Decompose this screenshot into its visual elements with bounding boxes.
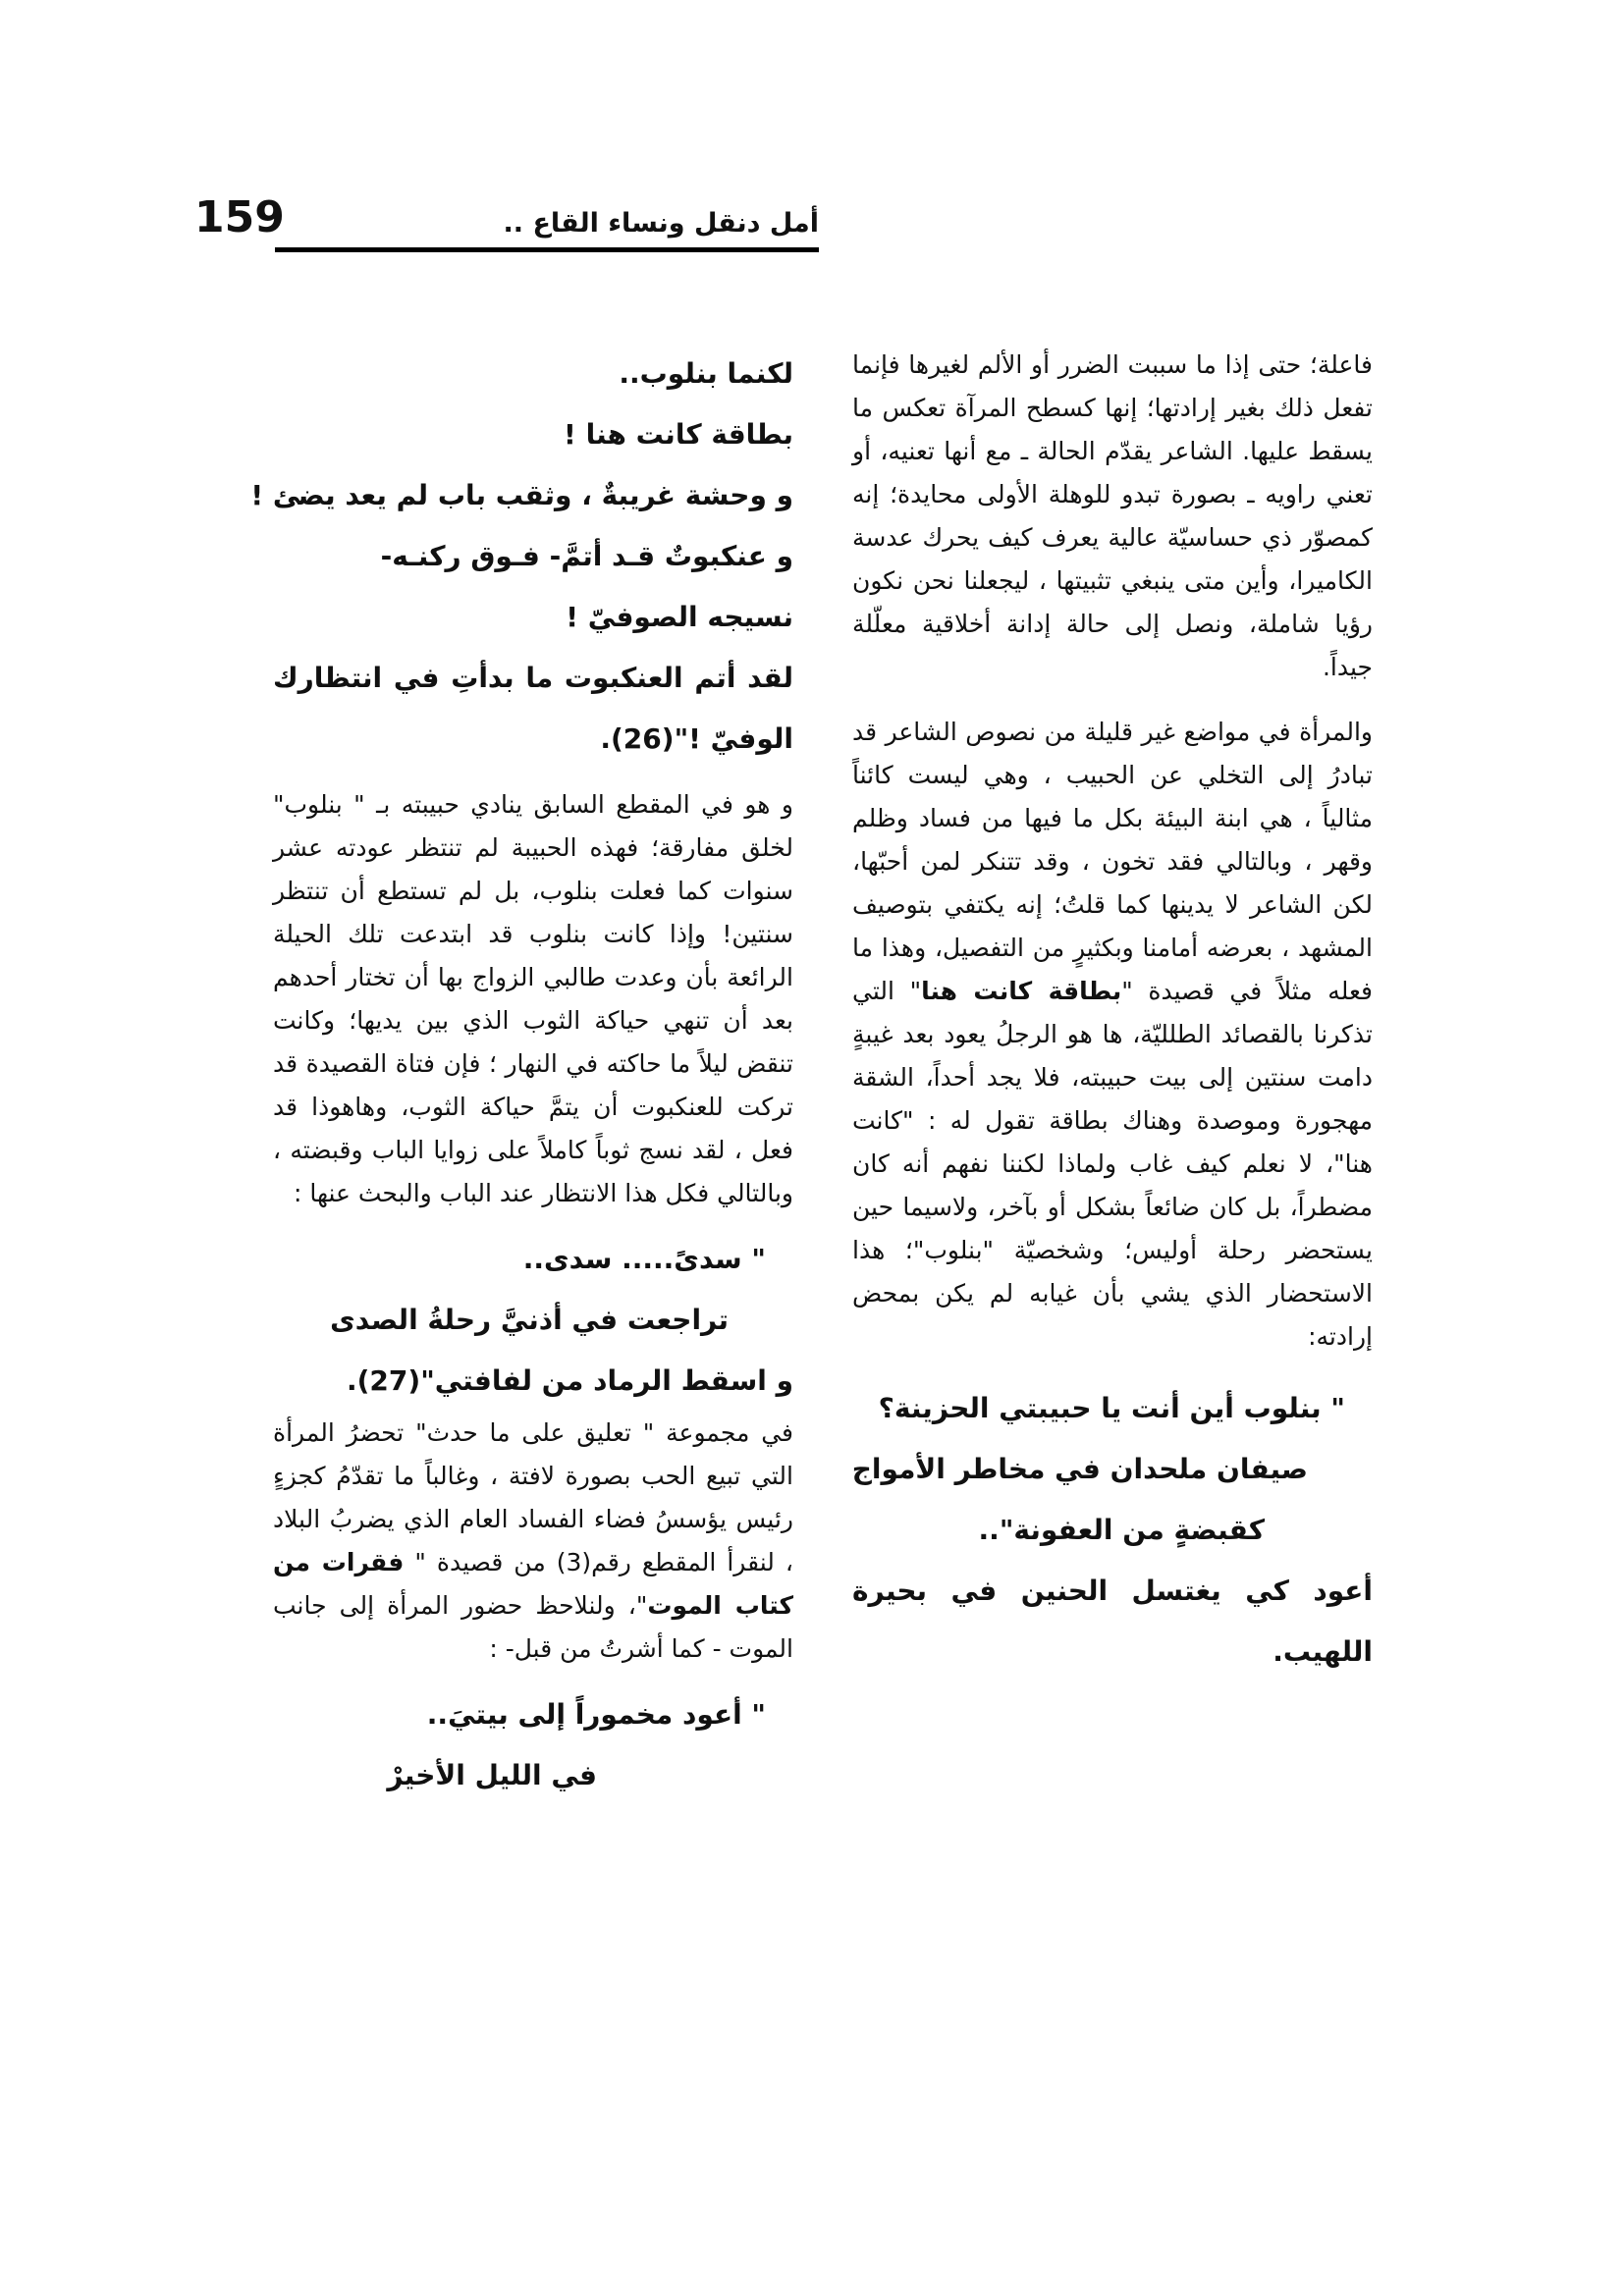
left-verse-line: نسيجه الصوفيّ ! (566, 601, 793, 633)
left-paragraph-2-text-a: في مجموعة " تعليق على ما حدث" تحضرُ المرأة التي تبيع الحب بصورة لافتة ، وغالباً ما تقدّمُ كجزءٍ رئيس يؤسسُ فضاء الفساد العام الذي يضربُ البلاد ، لنقرأ المقطع رقم(3) من قصيدة " (273, 1418, 793, 1576)
right-verse-line: صيفان ملحدان في مخاطر الأمواج (851, 1453, 1308, 1485)
right-verse-line: أعود كي يغتسل الحنين في بحيرة اللهيب. (852, 1575, 1373, 1668)
spacer (273, 770, 793, 783)
running-header-title: أمل دنقل ونساء القاع .. (503, 208, 819, 239)
left-paragraph-1: و هو في المقطع السابق ينادي حبيبته بـ " بنلوب" لخلق مفارقة؛ فهذه الحبيبة لم تنتظر عودته عشر سنوات كما فعلت بنلوب، بل لم تستطع أن تنتظر سنتين! وإذا كانت بنلوب قد ابتدعت تلك الحيلة الرائعة بأن وعدت طالبي الزواج بها أن تختار أحدهم بعد أن تنهي حياكة الثوب الذي بين يديها؛ وكانت تنقض ليلاً ما حاكته في النهار ؛ فإن فتاة القصيدة قد تركت للعنكبوت أن يتمَّ حياكة الثوب، وهاهوذا قد فعل ، لقد نسج ثوباً كاملاً على زوايا الباب وقبضته ، وبالتالي فكل هذا الانتظار عند الباب والبحث عنها : (273, 790, 793, 1207)
left-paragraph-2 (273, 1412, 793, 1671)
right-paragraph-2-text-a: والمرأة في مواضع غير قليلة من نصوص الشاعر قد تبادرُ إلى التخلي عن الحبيب ، وهي ليست كائناً مثالياً ، هي ابنة البيئة بكل ما فيها من فساد وظلم وقهر ، وبالتالي فقد تخون ، وقد تتنكر لمن أحبّها، لكن الشاعر لا يدينها كما قلتُ؛ إنه يكتفي بتوصيف المشهد ، بعرضه أمامنا وبكثيرٍ من التفصيل، وهذا ما فعله مثلاً في قصيدة " (852, 718, 1373, 1005)
left-paragraph-2-text-b: "، ولنلاحظ حضور المرأة إلى جانب الموت - كما أشرتُ من قبل- : (273, 1591, 793, 1663)
poem-title-fiqarat: فقرات من كتاب الموت (273, 1548, 793, 1620)
right-paragraph-1: فاعلة؛ حتى إذا ما سببت الضرر أو الألم لغيرها فإنما تفعل ذلك بغير إرادتها؛ إنها كسطح المرآة تعكس ما يسقط عليها. الشاعر يقدّم الحالة ـ مع أنها تعنيه، أو تعني راويه ـ بصورة تبدو للوهلة الأولى محايدة؛ إنه كمصوّر ذي حساسيّة عالية يعرف كيف يحرك عدسة الكاميرا، وأين متى ينبغي تثبيتها ، ليجعلنا نحن نكون رؤيا شاملة، ونصل إلى حالة إدانة أخلاقية معلّلة جيداً. (852, 350, 1373, 681)
left-verse-line: و وحشة غريبةٌ ، وثقب باب لم يعد يضئ ! (250, 479, 793, 511)
poem-title-bitaqa: بطاقة كانت هنا (921, 977, 1122, 1005)
page-number: 159 (194, 192, 285, 242)
spacer (852, 1359, 1373, 1378)
right-paragraph-2 (852, 711, 1373, 1359)
left-verse-line: و اسقط الرماد من لفافتي"(27). (346, 1364, 793, 1397)
left-verse-line: في الليل الأخيرْ (387, 1759, 597, 1791)
right-verse-line: كقبضةٍ من العفونة".. (978, 1514, 1265, 1546)
left-verse-line: تراجعت في أذنيَّ رحلةُ الصدى (330, 1304, 729, 1336)
spacer (273, 1215, 793, 1229)
right-paragraph-2-text-b: " التي تذكرنا بالقصائد الطلليّة، ها هو الرجلُ يعود بعد غيبةٍ دامت سنتين إلى بيت حبيبته، فلا يجد أحداً، الشقة مهجورة وموصدة وهناك بطاقة تقول له : "كانت هنا"، لا نعلم كيف غاب ولماذا لكننا نفهم أنه كان مضطراً، بل كان ضائعاً بشكل أو بآخر، ولاسيما حين يستحضر رحلة أوليس؛ وشخصيّة "بنلوب"؛ هذا الاستحضار الذي يشي بأن غيابه لم يكن بمحض إرادته: (852, 977, 1373, 1351)
left-verse-line: " أعود مخموراً إلى بيتيَ.. (426, 1698, 766, 1731)
right-column (852, 344, 1373, 1682)
left-verse-line: و عنكبوتٌ قـد أتمَّ- فـوق ركنـه- (380, 540, 793, 572)
spacer (273, 1671, 793, 1684)
left-verse-line: بطاقة كانت هنا ! (564, 418, 793, 451)
left-column (250, 344, 793, 1806)
header-rule (275, 247, 819, 252)
left-verse-line: لقد أتم العنكبوت ما بدأتِ في انتظارك الوفيّ !"(26). (273, 662, 793, 755)
left-verse-line: " سدىً..... سدى.. (522, 1243, 766, 1275)
right-verse-line: " بنلوب أين أنت يا حبيبتي الحزينة؟ (878, 1392, 1345, 1424)
left-verse-line: لكنما بنلوب.. (619, 357, 793, 390)
